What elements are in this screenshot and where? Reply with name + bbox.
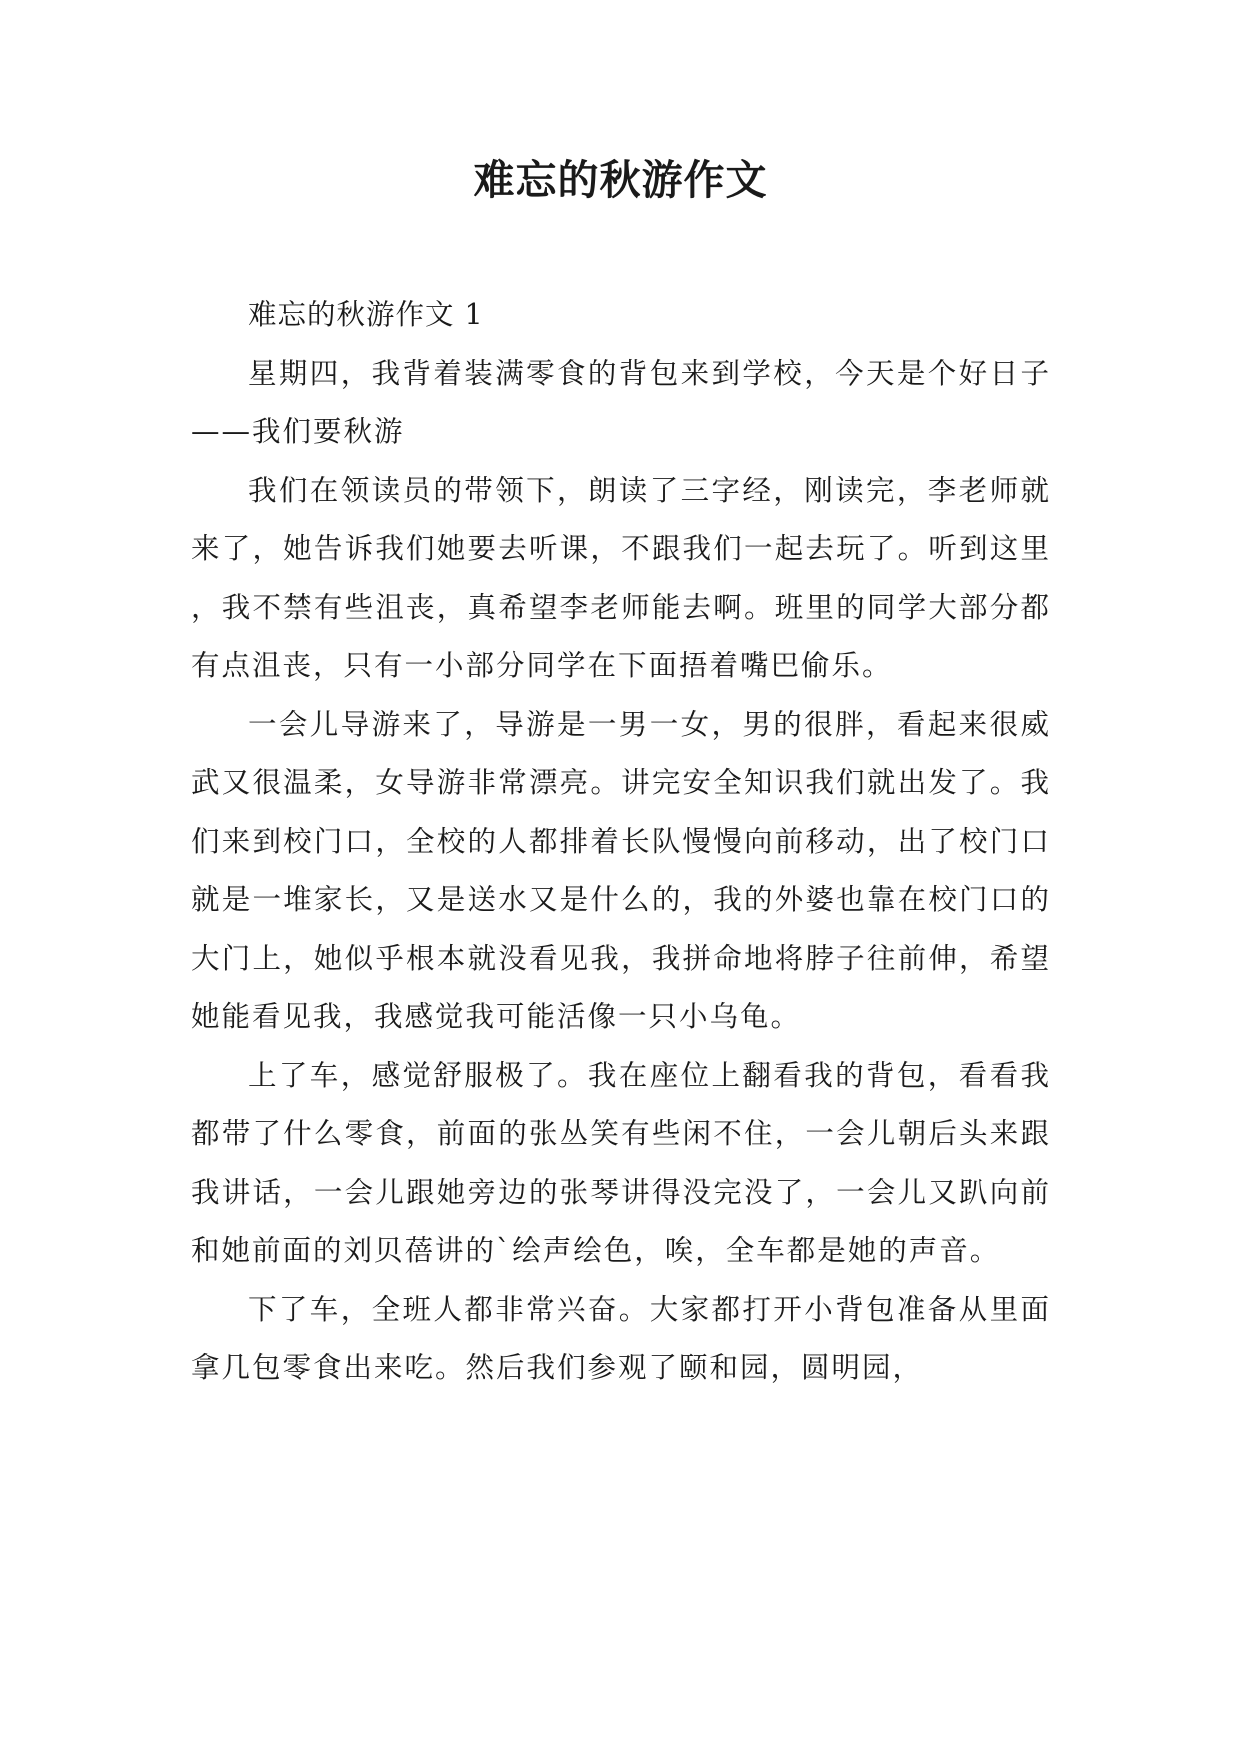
essay-subheading: 难忘的秋游作文 1 — [248, 298, 484, 331]
paragraph: 星期四，我背着装满零食的背包来到学校，今天是个好日子——我们要秋游 — [191, 356, 1051, 448]
document-title: 难忘的秋游作文 — [473, 156, 768, 204]
paragraph: 下了车，全班人都非常兴奋。大家都打开小背包准备从里面拿几包零食出来吃。然后我们参观了颐和园，圆明园， — [191, 1292, 1051, 1384]
paragraph: 一会儿导游来了，导游是一男一女，男的很胖，看起来很威武又很温柔，女导游非常漂亮。讲完安全知识我们就出发了。我们来到校门口，全校的人都排着长队慢慢向前移动，出了校门口就是一堆家长，又是送水又是什么的，我的外婆也靠在校门口的大门上，她似乎根本就没看见我，我拼命地将脖子往前伸，希望她能看见我，我感觉我可能活像一只小乌龟。 — [191, 707, 1051, 1033]
document-body — [191, 286, 1051, 1398]
paragraph: 我们在领读员的带领下，朗读了三字经，刚读完，李老师就来了，她告诉我们她要去听课，不跟我们一起去玩了。听到这里，我不禁有些沮丧，真希望李老师能去啊。班里的同学大部分都有点沮丧，只有一小部分同学在下面捂着嘴巴偷乐。 — [191, 473, 1051, 682]
paragraph: 上了车，感觉舒服极了。我在座位上翻看我的背包，看看我都带了什么零食，前面的张丛笑有些闲不住，一会儿朝后头来跟我讲话，一会儿跟她旁边的张琴讲得没完没了，一会儿又趴向前和她前面的刘贝蓓讲的`绘声绘色，唉，全车都是她的声音。 — [191, 1058, 1051, 1267]
